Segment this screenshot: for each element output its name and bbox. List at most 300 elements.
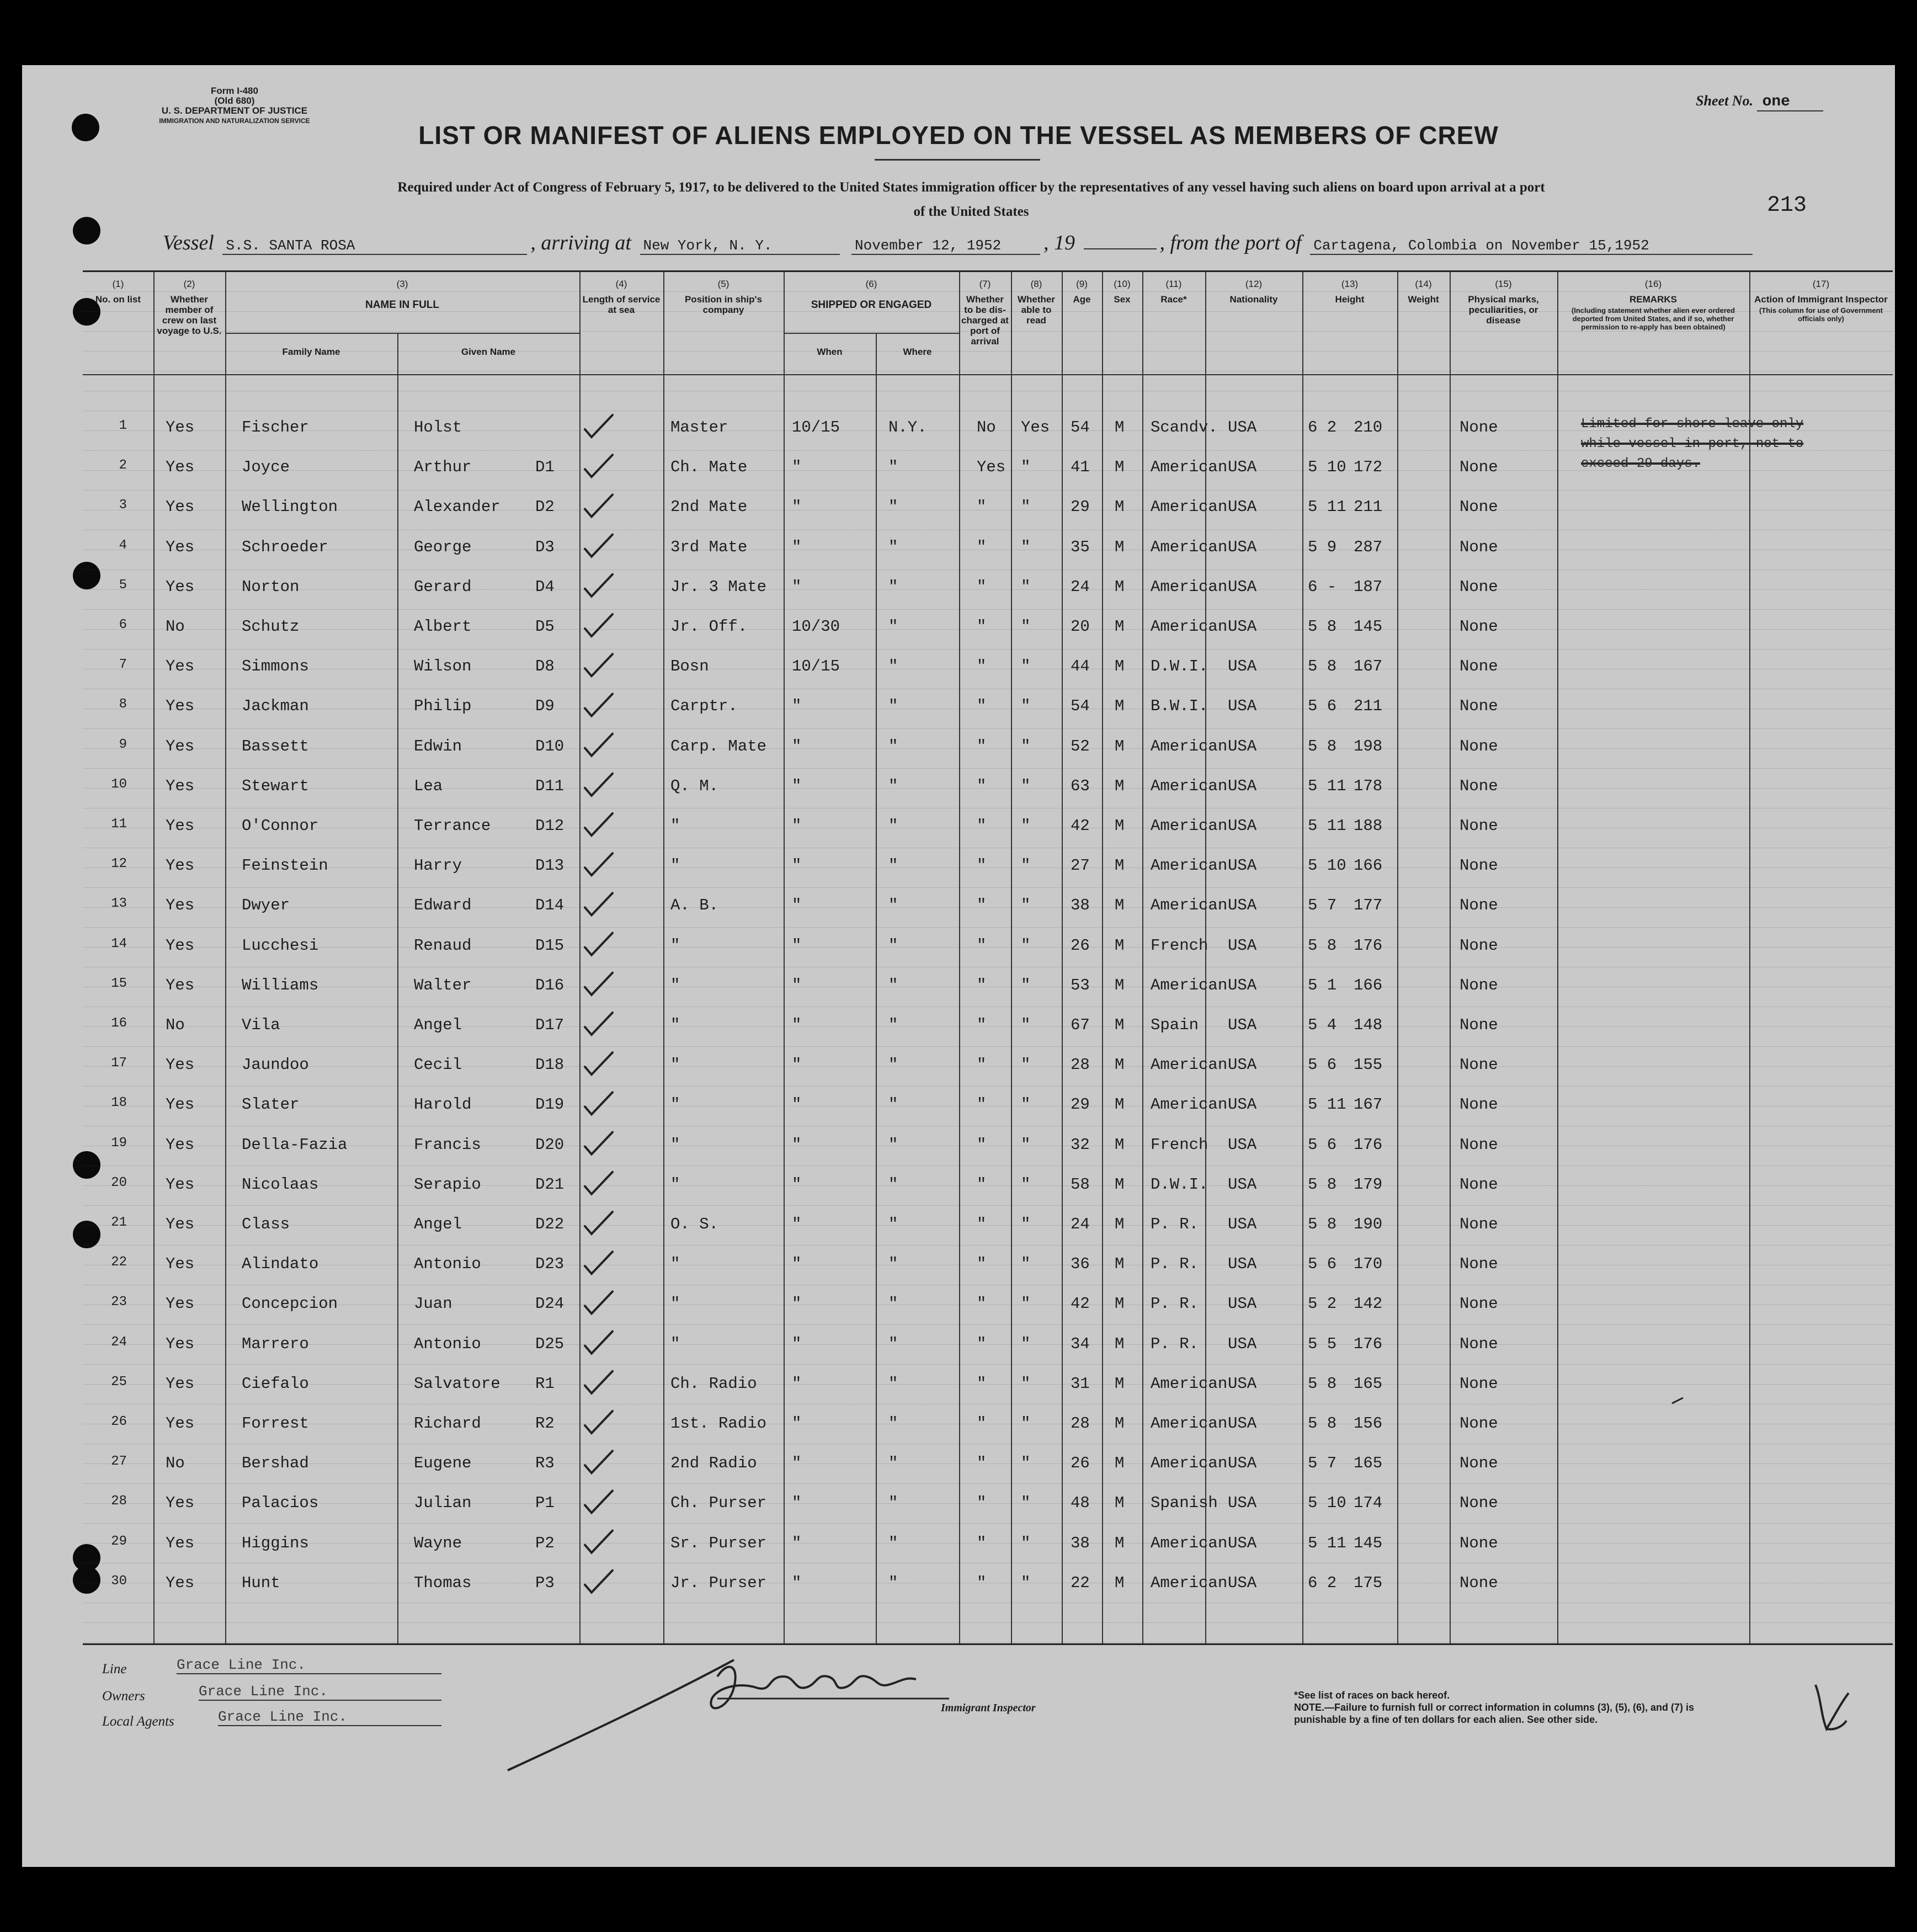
given-name: Wayne [414, 1534, 462, 1552]
physical-marks: None [1460, 1095, 1498, 1114]
crew-last-voyage: Yes [166, 697, 195, 716]
row-number: 29 [111, 1534, 127, 1549]
shipped-when: " [792, 1056, 802, 1074]
sex: M [1115, 1374, 1125, 1393]
column-number-shipped: (6) [865, 279, 877, 289]
race: P. R. [1151, 1215, 1199, 1233]
discharge-book: D5 [535, 618, 555, 636]
checkmark [585, 1371, 613, 1393]
age: 54 [1071, 697, 1090, 716]
weight: 145 [1354, 618, 1383, 636]
shipped-where: " [888, 1374, 898, 1393]
discharge-book: D18 [535, 1056, 565, 1074]
shipped-when: " [792, 1295, 802, 1313]
shipped-when: " [792, 1016, 802, 1034]
age: 32 [1071, 1135, 1090, 1154]
physical-marks: None [1460, 697, 1498, 716]
race: American [1151, 817, 1228, 835]
shipped-when: " [792, 856, 802, 875]
position: Jr. 3 Mate [670, 577, 767, 596]
family-name: Class [242, 1215, 290, 1233]
given-name: Gerard [414, 577, 472, 596]
position: " [670, 936, 680, 955]
given-name: Arthur [414, 458, 472, 477]
position: 3rd Mate [670, 537, 748, 556]
race: Spain [1151, 1016, 1199, 1034]
physical-marks: None [1460, 936, 1498, 955]
able-to-read: " [1021, 1016, 1031, 1034]
checkmark [585, 1252, 613, 1274]
position: " [670, 1095, 680, 1114]
crew-last-voyage: Yes [166, 817, 195, 835]
race: B.W.I. [1151, 697, 1208, 716]
column-header-inspector-action: Action of Immigrant Inspector [1754, 294, 1888, 305]
physical-marks: None [1460, 1573, 1498, 1592]
height: 5 10 [1308, 1494, 1346, 1513]
height: 5 10 [1308, 458, 1346, 477]
column-subheader-name-sub1: Family Name [282, 347, 340, 357]
able-to-read: " [1021, 737, 1031, 755]
weight: 166 [1354, 976, 1383, 994]
shipped-when: " [792, 737, 802, 755]
nationality: USA [1228, 697, 1257, 716]
row-number: 16 [111, 1016, 127, 1031]
discharge-book: D21 [535, 1175, 565, 1194]
physical-marks: None [1460, 1534, 1498, 1552]
row-number: 24 [111, 1334, 127, 1350]
arriving-port: New York, N. Y. [640, 237, 840, 255]
sheet-number [1696, 93, 1823, 110]
family-name: Williams [242, 976, 319, 994]
weight: 170 [1354, 1255, 1383, 1274]
shipped-when: " [792, 936, 802, 955]
age: 42 [1071, 1295, 1090, 1313]
height: 5 8 [1308, 618, 1337, 636]
shipped-where: " [888, 657, 898, 676]
discharge-book: D15 [535, 936, 565, 955]
height: 5 6 [1308, 1056, 1337, 1074]
page-subtitle [171, 175, 1771, 224]
column-note-inspector-action: (This column for use of Government officials only) [1759, 306, 1883, 323]
arriving-label: , arriving at [530, 231, 631, 254]
height: 5 11 [1308, 776, 1346, 795]
shipped-when: " [792, 1215, 802, 1233]
physical-marks: None [1460, 1175, 1498, 1194]
nationality: USA [1228, 1454, 1257, 1473]
family-name: O'Connor [242, 817, 319, 835]
height: 5 8 [1308, 1175, 1337, 1194]
race: American [1151, 1374, 1228, 1393]
checkmark [585, 694, 613, 716]
shipped-where: " [888, 1135, 898, 1154]
shipped-where: " [888, 737, 898, 755]
race: American [1151, 776, 1228, 795]
checkmark [585, 1571, 613, 1593]
vessel-label: Vessel [163, 231, 214, 254]
row-number: 21 [111, 1215, 127, 1230]
shipped-where: " [888, 697, 898, 716]
given-name: Alexander [414, 498, 500, 517]
discharge-book: P1 [535, 1494, 555, 1513]
discharged: " [977, 498, 987, 517]
physical-marks: None [1460, 1295, 1498, 1313]
discharged: " [977, 1016, 987, 1034]
shipped-where: N.Y. [888, 418, 927, 437]
crew-last-voyage: Yes [166, 856, 195, 875]
column-subheader-name-sub2: Given Name [461, 347, 516, 357]
from-label: , from the port of [1159, 231, 1302, 254]
able-to-read: " [1021, 976, 1031, 994]
race: American [1151, 1414, 1228, 1433]
height: 6 2 [1308, 1573, 1337, 1592]
checkmark [585, 893, 613, 915]
race: American [1151, 577, 1228, 596]
sex: M [1115, 577, 1125, 596]
discharged: " [977, 1215, 987, 1233]
height: 5 8 [1308, 936, 1337, 955]
crew-last-voyage: No [166, 1016, 185, 1034]
race: Spanish [1151, 1494, 1218, 1513]
position: 2nd Radio [670, 1454, 757, 1473]
nationality: USA [1228, 418, 1257, 437]
page-title: LIST OR MANIFEST OF ALIENS EMPLOYED ON THE VESSEL AS MEMBERS OF CREW [418, 121, 1499, 150]
physical-marks: None [1460, 1016, 1498, 1034]
sex: M [1115, 1056, 1125, 1074]
discharge-book: D4 [535, 577, 555, 596]
discharge-book: D10 [535, 737, 565, 755]
family-name: Dwyer [242, 896, 290, 915]
shipped-where: " [888, 1573, 898, 1592]
weight: 176 [1354, 1135, 1383, 1154]
discharge-book: D11 [535, 776, 565, 795]
discharged: " [977, 1374, 987, 1393]
column-header-remarks: REMARKS [1630, 294, 1677, 305]
discharged: " [977, 776, 987, 795]
discharged: " [977, 1255, 987, 1274]
column-number-crew-last-voyage: (2) [183, 279, 195, 289]
row-number: 26 [111, 1414, 127, 1429]
able-to-read: " [1021, 856, 1031, 875]
able-to-read: " [1021, 498, 1031, 517]
age: 26 [1071, 1454, 1090, 1473]
weight: 174 [1354, 1494, 1383, 1513]
age: 26 [1071, 936, 1090, 955]
position: Master [670, 418, 728, 437]
shipped-when: 10/15 [792, 657, 840, 676]
weight: 198 [1354, 737, 1383, 755]
inspector-label: Immigrant Inspector [941, 1702, 1036, 1714]
row-number: 25 [111, 1374, 127, 1390]
owners-label: Owners [102, 1689, 145, 1704]
shipped-when: " [792, 1255, 802, 1274]
shipped-where: " [888, 498, 898, 517]
column-number-no: (1) [112, 279, 124, 289]
row-number: 8 [119, 697, 127, 712]
shipped-when: " [792, 1135, 802, 1154]
race: American [1151, 1454, 1228, 1473]
discharge-book: D9 [535, 697, 555, 716]
checkmark [585, 1291, 613, 1313]
discharged: " [977, 1295, 987, 1313]
height: 5 2 [1308, 1295, 1337, 1313]
age: 34 [1071, 1334, 1090, 1353]
race: American [1151, 618, 1228, 636]
nationality: USA [1228, 776, 1257, 795]
family-name: Schutz [242, 618, 300, 636]
physical-marks: None [1460, 1414, 1498, 1433]
family-name: Stewart [242, 776, 309, 795]
discharged: No [977, 418, 996, 437]
row-number: 27 [111, 1454, 127, 1470]
column-number-discharged: (7) [979, 279, 991, 289]
department-name: U. S. DEPARTMENT OF JUSTICE [161, 105, 308, 116]
form-old-number: (Old 680) [214, 95, 255, 106]
position: " [670, 1056, 680, 1074]
discharge-book: D16 [535, 976, 565, 994]
remarks-row-1-text: Limited for shore leave only while vessel in port, not to exceed 29 days. [1581, 417, 1804, 471]
given-name: George [414, 537, 472, 556]
shipped-where: " [888, 1295, 898, 1313]
race: D.W.I. [1151, 657, 1208, 676]
able-to-read: " [1021, 1175, 1031, 1194]
family-name: Bassett [242, 737, 309, 755]
discharged: " [977, 1056, 987, 1074]
vessel-line [163, 231, 1756, 255]
position: " [670, 817, 680, 835]
sex: M [1115, 1135, 1125, 1154]
given-name: Walter [414, 976, 472, 994]
able-to-read: " [1021, 1494, 1031, 1513]
race: American [1151, 856, 1228, 875]
height: 5 8 [1308, 657, 1337, 676]
able-to-read: " [1021, 657, 1031, 676]
age: 31 [1071, 1374, 1090, 1393]
race: American [1151, 498, 1228, 517]
able-to-read: " [1021, 577, 1031, 596]
discharge-book: P3 [535, 1573, 555, 1592]
sheet-number-label: Sheet No. [1696, 93, 1754, 109]
nationality: USA [1228, 498, 1257, 517]
stray-mark [1672, 1398, 1683, 1403]
column-number-weight: (14) [1415, 279, 1432, 289]
given-name: Cecil [414, 1056, 462, 1074]
family-name: Forrest [242, 1414, 309, 1433]
physical-marks: None [1460, 657, 1498, 676]
discharged: " [977, 976, 987, 994]
year-blank [1084, 248, 1157, 249]
able-to-read: Yes [1021, 418, 1050, 437]
height: 5 1 [1308, 976, 1337, 994]
given-name: Renaud [414, 936, 472, 955]
height: 6 - [1308, 577, 1337, 596]
weight: 187 [1354, 577, 1383, 596]
physical-marks: None [1460, 1255, 1498, 1274]
physical-marks: None [1460, 577, 1498, 596]
row-number: 5 [119, 577, 127, 593]
given-name: Holst [414, 418, 462, 437]
race: American [1151, 537, 1228, 556]
weight: 148 [1354, 1016, 1383, 1034]
sex: M [1115, 498, 1125, 517]
weight: 166 [1354, 856, 1383, 875]
given-name: Wilson [414, 657, 472, 676]
physical-marks: None [1460, 856, 1498, 875]
able-to-read: " [1021, 896, 1031, 915]
family-name: Marrero [242, 1334, 309, 1353]
row-number: 1 [119, 418, 127, 433]
row-number: 18 [111, 1095, 127, 1111]
row-number: 9 [119, 737, 127, 752]
discharge-book: D19 [535, 1095, 565, 1114]
checkmark [585, 455, 613, 477]
age: 20 [1071, 618, 1090, 636]
shipped-when: " [792, 976, 802, 994]
weight: 211 [1354, 697, 1383, 716]
given-name: Edward [414, 896, 472, 915]
sex: M [1115, 618, 1125, 636]
race: French [1151, 936, 1208, 955]
nationality: USA [1228, 1215, 1257, 1233]
shipped-when: 10/30 [792, 618, 840, 636]
position: " [670, 1175, 680, 1194]
shipped-where: " [888, 856, 898, 875]
race: American [1151, 976, 1228, 994]
year-prefix: , 19 [1043, 231, 1075, 254]
able-to-read: " [1021, 936, 1031, 955]
given-name: Harold [414, 1095, 472, 1114]
race: P. R. [1151, 1334, 1199, 1353]
able-to-read: " [1021, 1255, 1031, 1274]
shipped-where: " [888, 458, 898, 477]
crew-last-voyage: Yes [166, 776, 195, 795]
given-name: Albert [414, 618, 472, 636]
row-number: 2 [119, 458, 127, 473]
shipped-where: " [888, 1255, 898, 1274]
age: 63 [1071, 776, 1090, 795]
shipped-when: " [792, 1414, 802, 1433]
column-header-crew-last-voyage: Whether member of crew on last voyage to U.S. [157, 294, 222, 336]
height: 5 6 [1308, 697, 1337, 716]
shipped-when: " [792, 1374, 802, 1393]
shipped-where: " [888, 1175, 898, 1194]
manifest-sheet [22, 65, 1895, 1867]
crew-last-voyage: Yes [166, 737, 195, 755]
age: 29 [1071, 1095, 1090, 1114]
crew-last-voyage: Yes [166, 1573, 195, 1592]
position: " [670, 1255, 680, 1274]
able-to-read: " [1021, 817, 1031, 835]
row-number: 11 [111, 817, 127, 832]
age: 38 [1071, 896, 1090, 915]
sex: M [1115, 1414, 1125, 1433]
weight: 156 [1354, 1414, 1383, 1433]
nationality: USA [1228, 1374, 1257, 1393]
shipped-where: " [888, 1095, 898, 1114]
sex: M [1115, 1175, 1125, 1194]
family-name: Jackman [242, 697, 309, 716]
row-number: 12 [111, 856, 127, 872]
able-to-read: " [1021, 1374, 1031, 1393]
able-to-read: " [1021, 697, 1031, 716]
nationality: USA [1228, 856, 1257, 875]
sex: M [1115, 418, 1125, 437]
family-name: Wellington [242, 498, 338, 517]
race: American [1151, 737, 1228, 755]
nationality: USA [1228, 1175, 1257, 1194]
physical-marks: None [1460, 776, 1498, 795]
shipped-where: " [888, 776, 898, 795]
discharge-book: D22 [535, 1215, 565, 1233]
given-name: Lea [414, 776, 443, 795]
sex: M [1115, 1095, 1125, 1114]
row-number: 30 [111, 1573, 127, 1589]
given-name: Julian [414, 1494, 472, 1513]
discharge-book: R1 [535, 1374, 555, 1393]
position: Jr. Purser [670, 1573, 767, 1592]
column-number-service-length: (4) [615, 279, 627, 289]
race: French [1151, 1135, 1208, 1154]
sex: M [1115, 1255, 1125, 1274]
checkmark [585, 1013, 613, 1035]
row-number: 23 [111, 1295, 127, 1310]
crew-last-voyage: Yes [166, 1334, 195, 1353]
family-name: Nicolaas [242, 1175, 319, 1194]
column-header-no: No. on list [95, 294, 141, 305]
height: 5 11 [1308, 817, 1346, 835]
punch-hole [73, 217, 100, 244]
able-to-read: " [1021, 1573, 1031, 1592]
height: 6 2 [1308, 418, 1337, 437]
checkmark [585, 853, 613, 875]
age: 44 [1071, 657, 1090, 676]
weight: 172 [1354, 458, 1383, 477]
sex: M [1115, 776, 1125, 795]
weight: 287 [1354, 537, 1383, 556]
family-name: Hunt [242, 1573, 280, 1592]
nationality: USA [1228, 618, 1257, 636]
nationality: USA [1228, 936, 1257, 955]
crew-last-voyage: Yes [166, 1095, 195, 1114]
checkmark [585, 614, 613, 636]
discharged: " [977, 1334, 987, 1353]
physical-marks: None [1460, 896, 1498, 915]
discharged: " [977, 1573, 987, 1592]
column-number-race: (11) [1165, 279, 1182, 289]
column-header-able-to-read: Whether able to read [1018, 294, 1055, 326]
discharged: " [977, 537, 987, 556]
shipped-when: " [792, 458, 802, 477]
crew-last-voyage: Yes [166, 458, 195, 477]
discharged: " [977, 1494, 987, 1513]
age: 58 [1071, 1175, 1090, 1194]
sex: M [1115, 1215, 1125, 1233]
weight: 165 [1354, 1374, 1383, 1393]
row-number: 14 [111, 936, 127, 951]
crew-last-voyage: Yes [166, 498, 195, 517]
crew-last-voyage: Yes [166, 896, 195, 915]
sex: M [1115, 458, 1125, 477]
shipped-when: " [792, 817, 802, 835]
position: Sr. Purser [670, 1534, 767, 1552]
crew-last-voyage: No [166, 618, 185, 636]
able-to-read: " [1021, 1334, 1031, 1353]
column-number-height: (13) [1341, 279, 1359, 289]
race: D.W.I. [1151, 1175, 1208, 1194]
family-name: Joyce [242, 458, 290, 477]
shipped-when: " [792, 776, 802, 795]
sex: M [1115, 537, 1125, 556]
given-name: Antonio [414, 1334, 481, 1353]
